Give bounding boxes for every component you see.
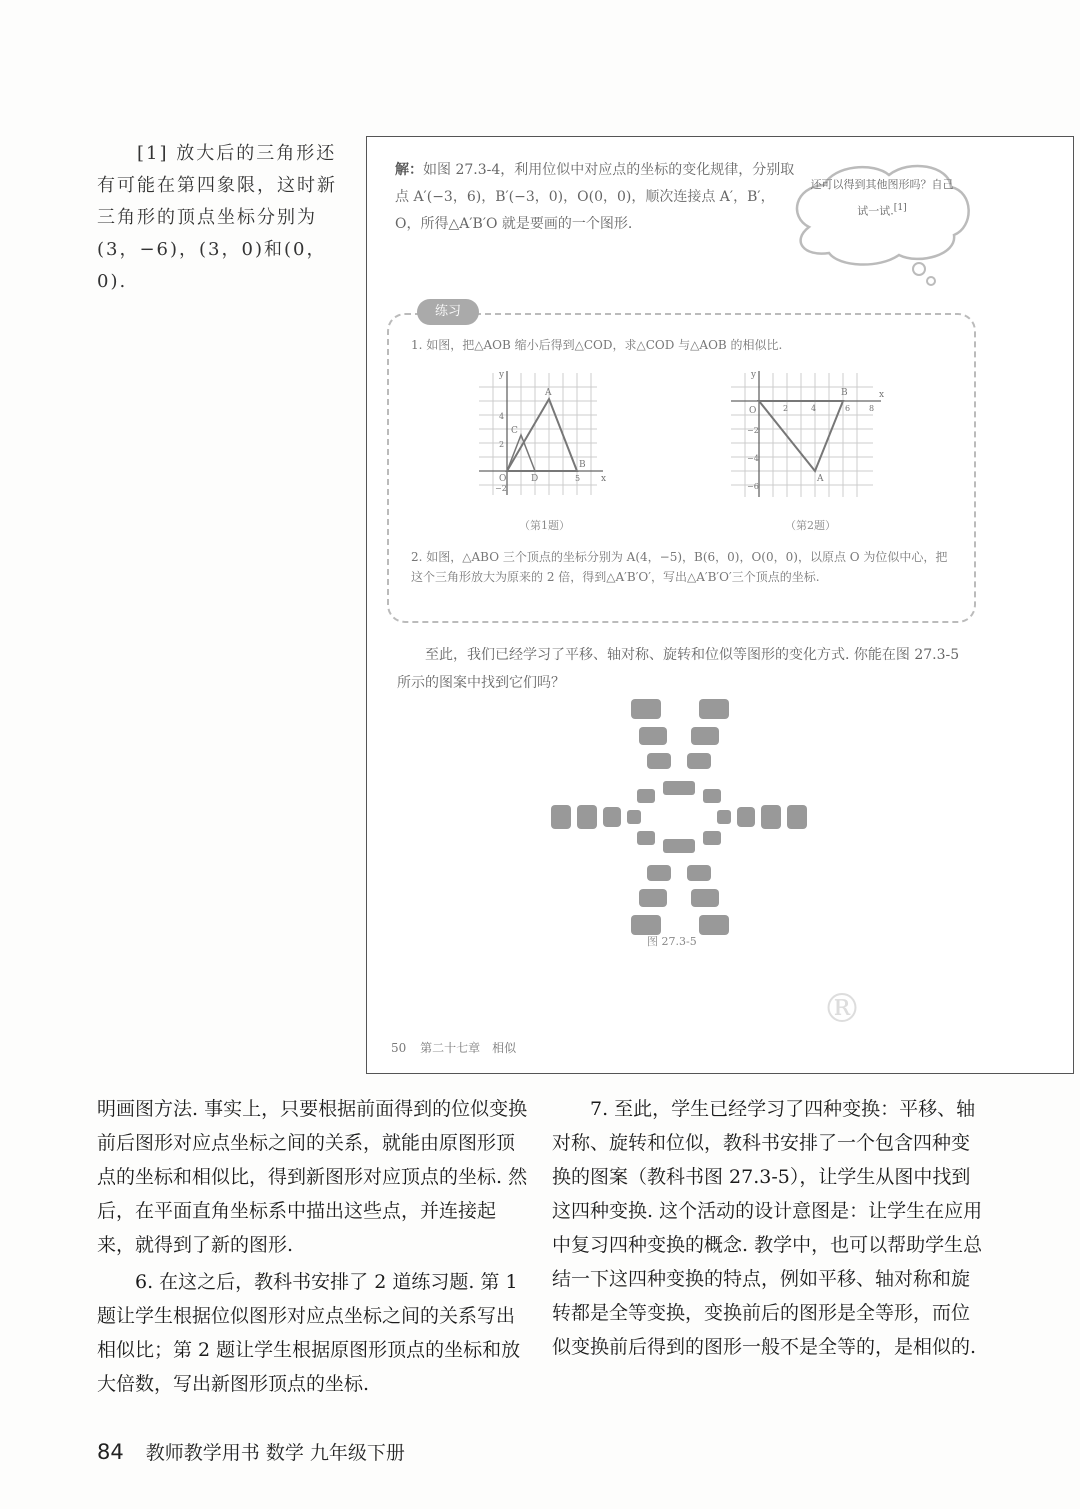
fig1-tick: 2: [499, 440, 505, 449]
fig2-point-b: B: [841, 388, 848, 398]
page-footer: [97, 1438, 405, 1465]
fig2-tick: 4: [811, 404, 817, 413]
fig1-tick: 5: [575, 474, 581, 483]
fig2-tick: −4: [747, 454, 759, 463]
fig1-tick: −2: [495, 484, 507, 493]
fig2-tick: −6: [747, 482, 759, 491]
left-paragraph-1: 明画图方法. 事实上，只要根据前面得到的位似变换前后图形对应点坐标之间的关系，就能由原图形顶点的坐标和相似比，得到新图形对应顶点的坐标. 然后，在平面直角坐标系中描出这些点，并连接起来，就得到了新的图形.: [97, 1098, 528, 1256]
pattern-caption: 图 27.3-5: [647, 935, 697, 948]
book-title: 教师教学用书 数学 九年级下册: [145, 1442, 405, 1464]
left-column: [97, 1092, 533, 1404]
fig2-y-label: y: [751, 370, 757, 380]
inset-chapter: 第二十七章 相似: [420, 1041, 517, 1055]
margin-note-text: [1] 放大后的三角形还有可能在第四象限，这时新三角形的顶点坐标分别为(3，−6)，(3，0)和(0，0).: [97, 143, 337, 292]
registered-watermark: ®: [822, 986, 862, 1032]
solution-block: [395, 157, 795, 238]
exercise-box: [387, 304, 976, 623]
cloud-note-mark: [1]: [893, 202, 907, 213]
exercise-1-figure: [473, 367, 613, 507]
fig1-point-c: C: [511, 426, 518, 436]
margin-note: [97, 138, 352, 298]
fig2-tick: 6: [845, 404, 851, 413]
thought-cloud-text: [807, 173, 957, 223]
fig1-point-b: B: [579, 460, 586, 470]
fig1-origin: O: [499, 474, 507, 484]
inset-page-number: 50: [391, 1041, 407, 1055]
textbook-page-inset: [366, 136, 1074, 1074]
cloud-text: 还可以得到其他图形吗？自己试一试.: [810, 178, 954, 218]
fig1-tick: 4: [499, 412, 505, 421]
inset-paragraph: 至此，我们已经学习了平移、轴对称、旋转和位似等图形的变化方式. 你能在图 27.3-5 所示的图案中找到它们吗？: [397, 647, 960, 691]
right-paragraph-1: 7. 至此，学生已经学习了四种变换：平移、轴对称、旋转和位似，教科书安排了一个包含四种变换的图案（教科书图 27.3-5），让学生从图中找到这四种变换. 这个活动的设计意图是：让学生在应用中复习四种变换的概念. 教学中，也可以帮助学生总结一下这四种变换的特点，例如平移、轴对称和旋转都是全等变换，变换前后的图形是全等形，而位似变换前后得到的图形一般不是全等的，是相似的.: [552, 1098, 983, 1358]
solution-label: 解：: [395, 162, 423, 178]
solution-text: 如图 27.3-4，利用位似中对应点的坐标的变化规律，分别取点 A′(−3，6)，B′(−3，0)，O(0，0)，顺次连接点 A′，B′，O，所得△A′B′O 就是要画的一个图形.: [395, 162, 795, 232]
fig2-point-a: A: [817, 474, 824, 484]
exercise-tag: 练习: [417, 299, 479, 325]
fig1-y-label: y: [499, 370, 505, 380]
transformation-pattern: [549, 697, 809, 937]
exercise-2-figure: [723, 367, 893, 507]
fig1-x-label: x: [601, 474, 607, 484]
fig1-point-d: D: [531, 474, 539, 484]
right-column: [552, 1092, 988, 1367]
fig2-x-label: x: [879, 390, 885, 400]
figure-1-caption: （第1题）: [519, 519, 570, 532]
fig2-tick: 2: [783, 404, 789, 413]
fig2-tick: −2: [747, 426, 759, 435]
fig1-point-a: A: [545, 388, 552, 398]
figure-2-caption: （第2题）: [785, 519, 836, 532]
page-number: 84: [97, 1440, 124, 1464]
exercise-1-text: 1. 如图，把△AOB 缩小后得到△COD，求△COD 与△AOB 的相似比.: [411, 338, 783, 352]
inset-footer: [391, 1039, 516, 1056]
exercise-2-text: 2. 如图，△ABO 三个顶点的坐标分别为 A(4，−5)，B(6，0)，O(0，0)，以原点 O 为位似中心，把这个三角形放大为原来的 2 倍，得到△A′B′O′，写出△A′B′O′三个顶点的坐标.: [411, 550, 948, 584]
fig2-tick: 8: [869, 404, 875, 413]
fig2-origin: O: [749, 406, 757, 416]
left-paragraph-2: 6. 在这之后，教科书安排了 2 道练习题. 第 1 题让学生根据位似图形对应点坐标之间的关系写出相似比；第 2 题让学生根据原图形顶点的坐标和放大倍数，写出新图形顶点的坐标.: [97, 1271, 521, 1395]
